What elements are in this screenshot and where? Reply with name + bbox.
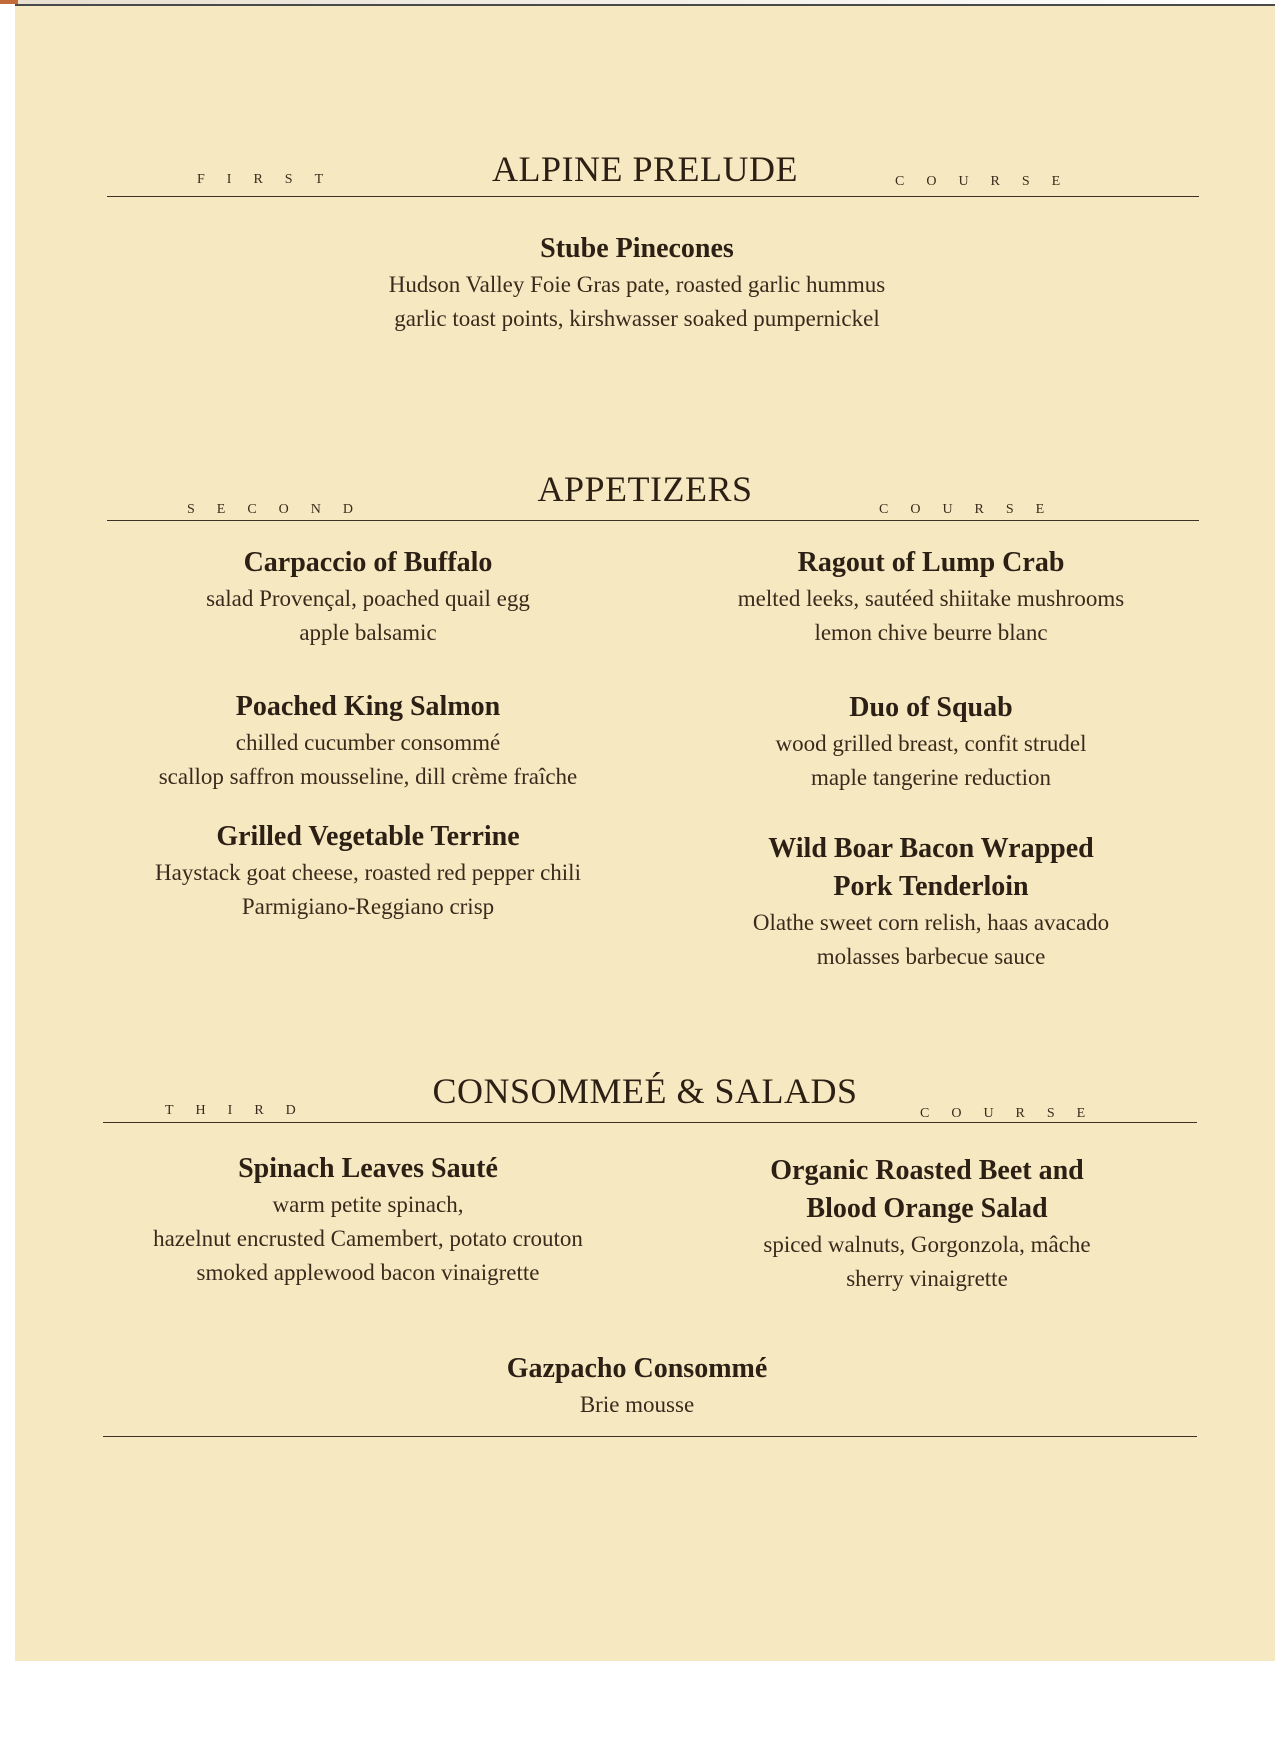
dish-description-line: Hudson Valley Foie Gras pate, roasted garlic hummus [388,272,886,297]
first-course-title: ALPINE PRELUDE [492,149,798,189]
dish-description-line: Olathe sweet corn relish, haas avacado [752,910,1110,935]
third-course-right-label: COURSE [920,1106,1108,1121]
dish-description-line: wood grilled breast, confit strudel [775,731,1087,756]
second-course-rule [107,520,1199,521]
dish-description-line: maple tangerine reduction [810,765,1052,790]
dish-wild-boar-pork-tenderloin [671,830,1191,974]
dish-name: Spinach Leaves Sauté [238,1153,498,1184]
dish-name: Stube Pinecones [540,233,734,264]
dish-description-line: scallop saffron mousseline, dill crème fraîche [158,764,578,789]
dish-description-line: chilled cucumber consommé [235,730,501,755]
second-course-title: APPETIZERS [537,469,753,509]
dish-gazpacho-consomme [377,1350,897,1422]
dish-description-line: Brie mousse [579,1392,695,1417]
first-course-right-label: COURSE [895,174,1083,189]
third-course-title: CONSOMMEÉ & SALADS [432,1071,858,1111]
third-course-rule [103,1122,1197,1123]
dish-name-line: Organic Roasted Beet and [770,1155,1084,1186]
dish-description-line: sherry vinaigrette [846,1266,1008,1291]
dish-beet-blood-orange-salad [667,1152,1187,1296]
first-course-rule [107,196,1199,197]
dish-description-line: apple balsamic [299,620,437,645]
dish-name-line: Blood Orange Salad [806,1193,1048,1224]
dish-name: Ragout of Lump Crab [797,547,1065,578]
dish-grilled-vegetable-terrine [108,818,628,924]
second-course-left-label: SECOND [187,502,376,517]
dish-name-line: Pork Tenderloin [833,871,1029,902]
dish-description-line: Haystack goat cheese, roasted red pepper chili [155,860,581,885]
dish-name: Poached King Salmon [235,691,501,722]
dish-description-line: spiced walnuts, Gorgonzola, mâche [763,1232,1091,1257]
dish-ragout-of-lump-crab [671,544,1191,650]
second-course-right-label: COURSE [879,502,1067,517]
dish-stube-pinecones [377,230,897,336]
dish-name: Duo of Squab [849,692,1013,723]
dish-duo-of-squab [671,689,1191,795]
dish-description-line: molasses barbecue sauce [816,944,1046,969]
dish-spinach-leaves-saute [108,1150,628,1290]
dish-poached-king-salmon [108,688,628,794]
dish-description-line: Parmigiano-Reggiano crisp [241,894,495,919]
dish-description-line: hazelnut encrusted Camembert, potato crouton [153,1226,583,1251]
dish-description-line: garlic toast points, kirshwasser soaked pumpernickel [394,306,880,331]
dish-description-line: lemon chive beurre blanc [814,620,1048,645]
dish-description-line: salad Provençal, poached quail egg [206,586,530,611]
dish-name: Gazpacho Consommé [506,1353,768,1384]
dish-description-line: melted leeks, sautéed shiitake mushrooms [737,586,1125,611]
dish-name: Grilled Vegetable Terrine [216,821,520,852]
third-course-left-label: THIRD [165,1103,318,1118]
dish-description-line: smoked applewood bacon vinaigrette [196,1260,540,1285]
closing-rule [103,1436,1197,1437]
menu-page [15,4,1275,1661]
dish-description-line: warm petite spinach, [272,1192,464,1217]
dish-name: Carpaccio of Buffalo [243,547,493,578]
dish-name-line: Wild Boar Bacon Wrapped [768,833,1094,864]
first-course-left-label: FIRST [197,172,346,187]
dish-carpaccio-of-buffalo [108,544,628,650]
